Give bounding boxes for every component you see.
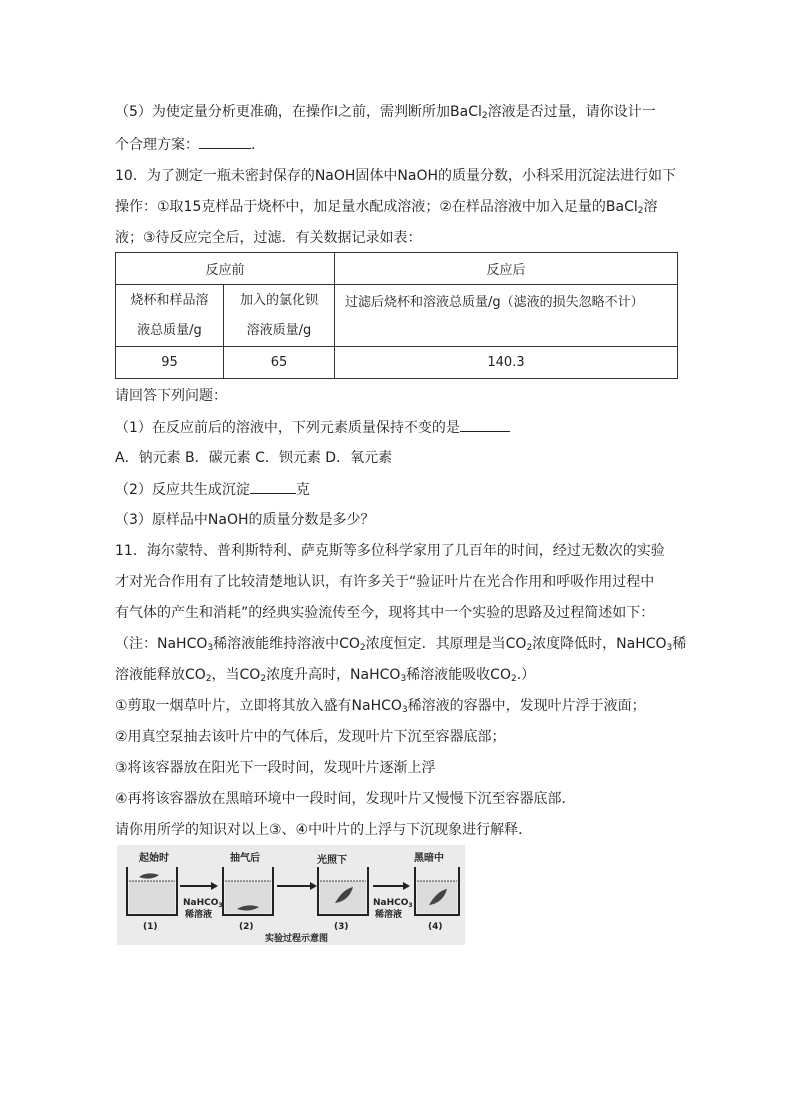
- q11-step4: ④再将该容器放在黑暗环境中一段时间，发现叶片又慢慢下沉至容器底部．: [115, 791, 576, 807]
- figure-caption: 实验过程示意图: [265, 934, 329, 944]
- value-beaker-sample: 95: [116, 347, 224, 379]
- q10-sub3: （3）原样品中NaOH的质量分数是多少？: [115, 512, 375, 528]
- answer-blank[interactable]: [460, 417, 510, 432]
- q10-sub2: （2）反应共生成沉淀 克: [115, 479, 310, 500]
- reagent-label: 稀溶液: [375, 910, 403, 920]
- answer-blank[interactable]: [250, 479, 296, 494]
- value-after-filter: 140.3: [335, 347, 678, 379]
- q11-step2: ②用真空泵抽去该叶片中的气体后，发现叶片下沉至容器底部；: [115, 729, 506, 745]
- data-table: [115, 252, 678, 379]
- experiment-diagram: [117, 845, 465, 945]
- q9-part5-line2: 个合理方案： .: [115, 134, 255, 155]
- stage-number: (3): [334, 922, 349, 932]
- header-before: 反应前: [116, 253, 335, 285]
- stage-number: (2): [239, 922, 254, 932]
- q11-step1: ①剪取一烟草叶片，立即将其放入盛有NaHCO$_3$稀溶液的容器中，发现叶片浮于液面；: [115, 698, 646, 715]
- q10-prompt: 请回答下列问题：: [115, 388, 227, 404]
- reagent-label: NaHCO$_3$: [183, 898, 223, 909]
- stage-label: 黑暗中: [414, 853, 444, 864]
- q10-sub1: （1）在反应前后的溶液中，下列元素质量保持不变的是: [115, 417, 510, 438]
- q10-options: A．钠元素 B．碳元素 C．钡元素 D．氧元素: [115, 450, 393, 466]
- experiment-figure: [117, 845, 465, 945]
- q11-line2: 才对光合作用有了比较清楚地认识，有许多关于“验证叶片在光合作用和呼吸作用过程中: [115, 574, 655, 590]
- q10-line2: 操作：①取15克样品于烧杯中，加足量水配成溶液；②在样品溶液中加入足量的BaCl$_2$溶: [115, 199, 658, 216]
- stage-label: 抽气后: [230, 853, 260, 864]
- q11-ask: 请你用所学的知识对以上③、④中叶片的上浮与下沉现象进行解释．: [115, 822, 533, 838]
- q11-note-line2: 溶液能释放$CO_2$，当$CO_2$浓度升高时，NaHCO$_3$稀溶液能吸收$CO_2$.）: [115, 667, 536, 684]
- q11-line1: 11．海尔蒙特、普利斯特利、萨克斯等多位科学家用了几百年的时间，经过无数次的实验: [115, 543, 665, 559]
- q11-note-line1: （注：NaHCO$_3$稀溶液能维持溶液中$CO_2$浓度恒定．其原理是当$CO_2$浓度降低时，NaHCO$_3$稀: [115, 636, 687, 653]
- stage-label: 光照下: [317, 855, 347, 866]
- q10-line1: 10．为了测定一瓶未密封保存的NaOH固体中NaOH的质量分数，小科采用沉淀法进行如下: [115, 168, 677, 184]
- q10-line3: 液；③待反应完全后，过滤．有关数据记录如表：: [115, 230, 422, 246]
- col-after-filter: 过滤后烧杯和溶液总质量/g（滤液的损失忽略不计）: [335, 285, 678, 347]
- answer-blank[interactable]: [199, 134, 251, 149]
- value-bacl2-solution: 65: [224, 347, 335, 379]
- stage-number: (1): [143, 922, 158, 932]
- q9-part5-line1: （5）为使定量分析更准确，在操作Ⅰ之前，需判断所加BaCl$_2$溶液是否过量，请你设计一: [115, 104, 656, 121]
- stage-label: 起始时: [139, 853, 169, 864]
- q11-line3: 有气体的产生和消耗”的经典实验流传至今，现将其中一个实验的思路及过程简述如下：: [115, 605, 655, 621]
- header-after: 反应后: [335, 253, 678, 285]
- q11-step3: ③将该容器放在阳光下一段时间，发现叶片逐渐上浮: [115, 760, 436, 776]
- col-beaker-sample: 烧杯和样品溶 液总质量/g: [116, 285, 224, 347]
- reagent-label: 稀溶液: [185, 910, 213, 920]
- reagent-label: NaHCO$_3$: [373, 898, 413, 909]
- col-bacl2-solution: 加入的氯化钡 溶液质量/g: [224, 285, 335, 347]
- stage-number: (4): [428, 922, 443, 932]
